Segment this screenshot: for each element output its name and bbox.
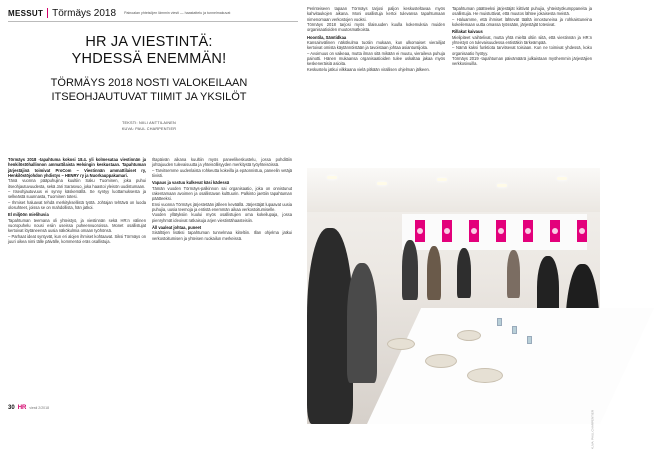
header-divider — [47, 8, 48, 18]
paragraph: Törmäys 2018 tarjosi myös tilaisuuden kuulla kokemuksia muiden organisaatioiden muutosmatkoista. — [307, 22, 445, 33]
subheading: Rillakat kaivaus — [452, 29, 483, 35]
paragraph: Tämän vuoden Törmäys-palkinnon sai organisaatio, joka on onnistunut rakentamaan avoimen ja osallistavan kulttuurin. Palkinto jaettiin tapahtuman päätteeksi. — [152, 185, 292, 202]
paragraph: – Nämä kaksi funktiota tarvitsevat toisiaan. Kun ne toimivat yhdessä, koko organisaatio hyötyy. — [452, 45, 592, 56]
serving-dish — [457, 330, 481, 341]
pink-banner — [577, 220, 587, 242]
header-tagline: Painoalan yhteisöjen lämmin viesti — haastattelu ja tunnelmakuvat — [124, 11, 231, 15]
guest — [457, 248, 471, 298]
pink-banner — [523, 220, 533, 242]
paragraph: Vuoden yllätyksiin kuului myös osallistujien oma kokeilupaja, jossa pienryhmät ideoivat ratkaisuja arjen viestintähaasteisiin. — [152, 212, 292, 223]
lead-paragraph: Törmäys 2018 -tapahtuma kokosi 18.4. yli kolmesataa viestinnän ja henkilöstöhallinnon ammattilaista Helsingin keskustaan. Tapahtuman järjestäjinä toimivat ProCom – Viestinnän ammattilaiset ry, Henkilöstöjohdon yhdistys – HENRY ry ja Nuorkauppakamari. — [8, 157, 146, 179]
page-number: 30 — [8, 405, 15, 411]
paragraph: Perinteiseen tapaan Törmäys tarjosi paljon keskusteltavaa myös kahvitaukojen aikana. Moni osallistuja kertoi tulevansa tapahtumaan nimenomaan verkostojen vuoksi. — [307, 6, 445, 22]
section-header — [8, 6, 230, 20]
ceiling-light — [437, 178, 447, 181]
body-column-3 — [307, 6, 445, 72]
body-column-2 — [152, 157, 292, 241]
paragraph: Iltapäivän aikana kuultiin myös paneelikeskustelu, jossa pohdittiin johtajuuden tulevaisuutta ja yhteisöllisyyden merkitystä työyhteisöissä. — [152, 157, 292, 168]
paragraph: Tapahtuman päätteeksi järjestäjät kiittivät puhujia, yhteistyökumppaneita ja osallistujia. He muistuttivat, että muutos lähtee jokaisesta meistä. — [452, 6, 592, 17]
pink-banner — [442, 220, 452, 242]
guest — [507, 250, 520, 298]
author-credit: TEKSTI: NIILI ANTTILAINEN — [122, 121, 176, 125]
pink-banner — [469, 220, 479, 242]
page-footer — [8, 405, 49, 411]
subheading: El miljöön mielihuvia — [8, 212, 49, 218]
pink-banner — [496, 220, 506, 242]
glass — [527, 336, 532, 344]
serving-dish — [387, 338, 415, 350]
buffet-table — [367, 308, 654, 424]
subheadline-line-1: TÖRMÄYS 2018 NOSTI VALOKEILAAN — [50, 77, 248, 89]
ceiling-light — [327, 176, 337, 179]
headline-line-2: YHDESSÄ ENEMMÄN! — [71, 51, 227, 67]
ceiling — [307, 168, 600, 212]
paragraph: – Itseohjautuvuus ei synny käskemällä. Se syntyy luottamuksesta ja selkeästä suunnasta, Tuominen totesi. — [8, 189, 146, 200]
body-column-4 — [452, 6, 592, 67]
paragraph: Kansainvälinen näkökulma tuotiin mukaan, kun ulkomaiset vierailijat kertoivat omista käytännöistään ja tavoistaan johtaa asiantuntijoita. — [307, 40, 445, 51]
paragraph: – Haluamme, että ihmiset lähtevät täältä innostuneina ja rohkaistuneina kokeilemaan uutta omassa työssään, järjestäjät totesivat. — [452, 16, 592, 28]
guest — [427, 246, 441, 300]
paragraph: Tapahtuman teemana oli yhteistyö, ja viestinnän sekä HR:n välinen vuoropuhelu nousi esiin useissa puheenvuoroissa. Monet osallistujat kertoivat löytäneensä uusia näkökulmia omaan työhönsä. — [8, 217, 146, 234]
header-rule — [8, 21, 298, 22]
serving-dish — [425, 354, 457, 368]
ceiling-light — [497, 184, 507, 187]
photo-credit-vertical: KUVA: PAUL CHARPENTIER — [590, 410, 594, 449]
ceiling-light — [377, 182, 387, 185]
pink-banner — [415, 220, 425, 242]
serving-dish — [467, 368, 503, 383]
paragraph: Sisältöjen lisäksi tapahtuman tunnelmaa kiiteltiin. Illan ohjelma jatkui verkostoitumisen ja yhteisen ruokailun merkeissä. — [152, 230, 292, 241]
subheading: Vapaus ja vastuu kulkevat käsi kädessä — [152, 180, 230, 186]
subheadline-line-2: ITSEOHJAUTUVAT TIIMIT JA YKSILÖT — [51, 91, 247, 103]
glass — [512, 326, 517, 334]
paragraph: Mielipiteet vaihtelivat, mutta yhtä mieltä oltiin siitä, että viestinnän ja HR:n yhteistyö on tulevaisuudessa entistäkin tärkeämpää. — [452, 34, 592, 46]
paragraph: Törmäys 2019 -tapahtuman päivämäärä julkaistaan myöhemmin järjestäjien verkkosivuilla. — [452, 56, 592, 67]
photo-credit: KUVA: PAUL CHARPENTIER — [121, 127, 177, 131]
paragraph: Tänä vuonna pääpuhujina kuultiin Saku Tuominen, joka puhui itseohjautuvuudesta, sekä Jari Sarasvuo, joka haastoi yleisön uudistumaan. — [8, 178, 146, 189]
subheading: Hoontila, Sämtidkaa — [307, 34, 347, 40]
glass — [497, 318, 502, 326]
body-column-1 — [8, 157, 146, 245]
subheading: Äll vaaleat johtaa, puneet — [152, 225, 202, 231]
magazine-name: HR — [17, 405, 27, 411]
guest — [402, 240, 418, 300]
event-photo — [307, 168, 600, 449]
paragraph: Keskustelu jatkui vilkkaana vielä pitkään virallisen ohjelman jälkeen. — [307, 66, 430, 72]
event-title: Törmäys 2018 — [52, 7, 117, 19]
paragraph: – Ihmiset haluavat tehdä merkityksellistä työtä. Johtajan tehtävä on luoda olosuhteet, joissa se on mahdollista, hän jatkoi. — [8, 199, 146, 211]
paragraph: – Avoimuus on vaikeaa, mutta ilman sitä mikään ei muutu, vieraileva puhuja painotti. Hänen mukaansa organisaatioiden tulee uskaltaa jakaa myös keskeneräisiä asioita. — [307, 50, 445, 67]
paragraph: – Tarvitsemme uudenlaista rohkeutta kokeilla ja epäonnistua, paneelin vetäjä tiivisti. — [152, 167, 292, 179]
guest — [347, 263, 377, 383]
section-label: MESSUT — [8, 8, 44, 18]
paragraph: – Parhaat ideat syntyvät, kun eri alojen ihmiset kohtaavat. Siksi Törmäys on juuri oikea nimi tälle päivälle, kommentoi eräs osallistuja. — [8, 233, 146, 245]
ceiling-light — [557, 177, 567, 180]
paragraph: Ensi vuonna Törmäys järjestetään jälleen keväällä. Järjestäjät lupaavat uusia puhujia, uusia teemoja ja entistä enemmän aikaa verkostoitumiselle. — [152, 201, 292, 213]
pink-banner — [550, 220, 560, 242]
headline-line-1: HR JA VIESTINTÄ: — [85, 34, 213, 50]
issue-number: viesti 2/2018 — [29, 406, 50, 410]
